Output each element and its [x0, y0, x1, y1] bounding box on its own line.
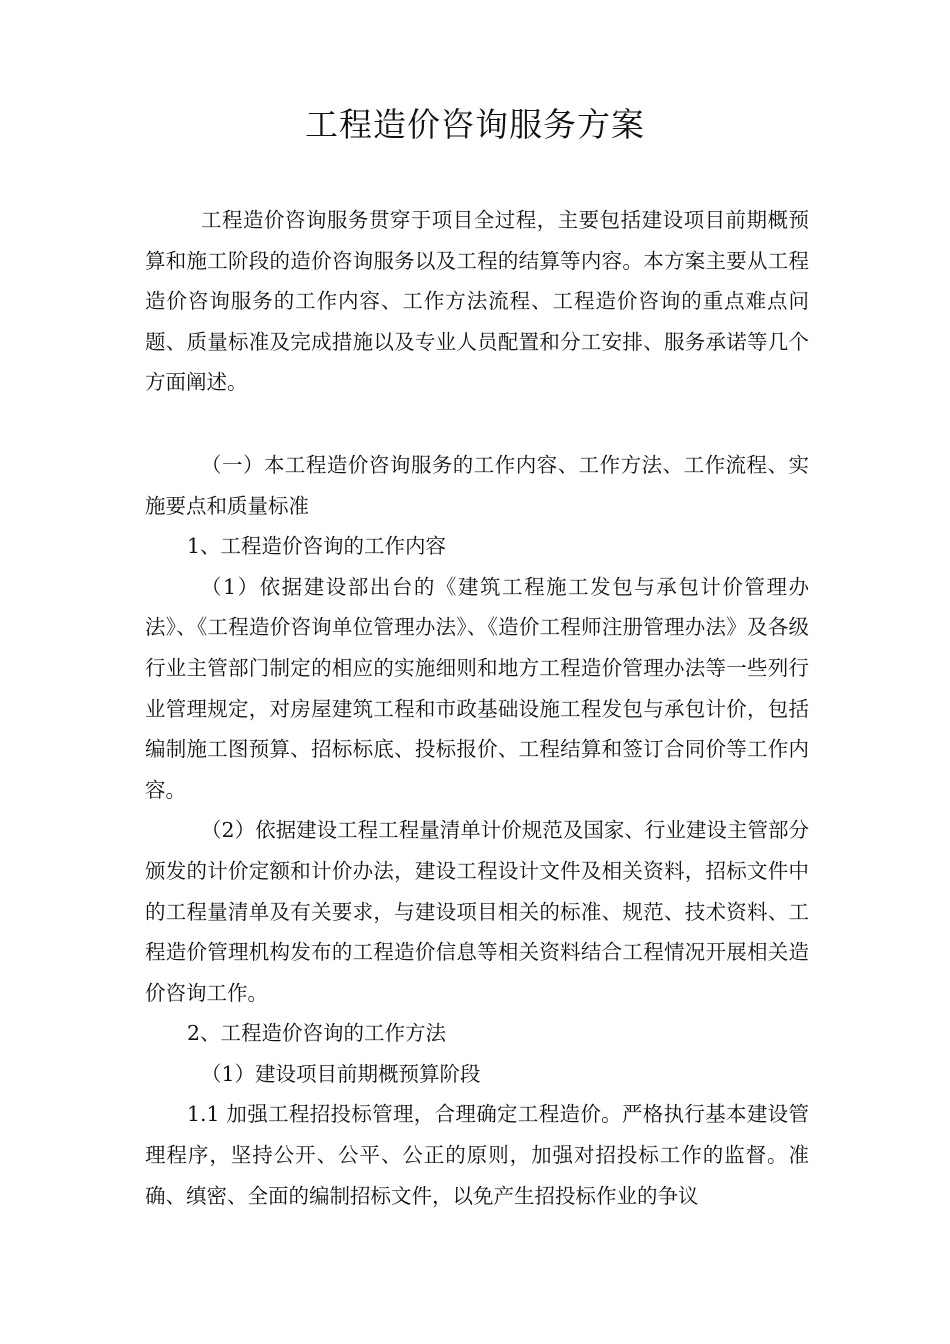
section-heading: （一）本工程造价咨询服务的工作内容、工作方法、工作流程、实施要点和质量标准 — [145, 452, 809, 518]
paragraph-spacer — [145, 403, 809, 445]
document-title: 工程造价咨询服务方案 — [305, 105, 645, 144]
paragraph: （1）依据建设部出台的《建筑工程施工发包与承包计价管理办法》、《工程造价咨询单位管理办法》、《造价工程师注册管理办法》及各级行业主管部门制定的相应的实施细则和地方工程造价管理办法等一些列行业管理规定，对房屋建筑工程和市政基础设施工程发包与承包计价，包括编制施工图预算、招标标底、投标报价、工程结算和签订合同价等工作内容。 — [145, 574, 809, 802]
paragraph: （2）依据建设工程工程量清单计价规范及国家、行业建设主管部分颁发的计价定额和计价办法，建设工程设计文件及相关资料，招标文件中的工程量清单及有关要求，与建设项目相关的标准、规范、技术资料、工程造价管理机构发布的工程造价信息等相关资料结合工程情况开展相关造价咨询工作。 — [145, 818, 809, 1005]
intro-paragraph: 工程造价咨询服务贯穿于项目全过程，主要包括建设项目前期概预算和施工阶段的造价咨询服务以及工程的结算等内容。本方案主要从工程造价咨询服务的工作内容、工作方法流程、工程造价咨询的重点难点问题、质量标准及完成措施以及专业人员配置和分工安排、服务承诺等几个方面阐述。 — [145, 208, 809, 395]
paragraph: （1）建设项目前期概预算阶段 — [201, 1061, 481, 1086]
subsection-heading: 1、工程造价咨询的工作内容 — [187, 534, 447, 559]
paragraph: 1.1 加强工程招投标管理，合理确定工程造价。严格执行基本建设管理程序，坚持公开、公平、公正的原则，加强对招投标工作的监督。准确、缜密、全面的编制招标文件，以免产生招投标作业的争议 — [145, 1102, 809, 1208]
document-body — [145, 200, 809, 1216]
subsection-heading: 2、工程造价咨询的工作方法 — [187, 1021, 447, 1046]
